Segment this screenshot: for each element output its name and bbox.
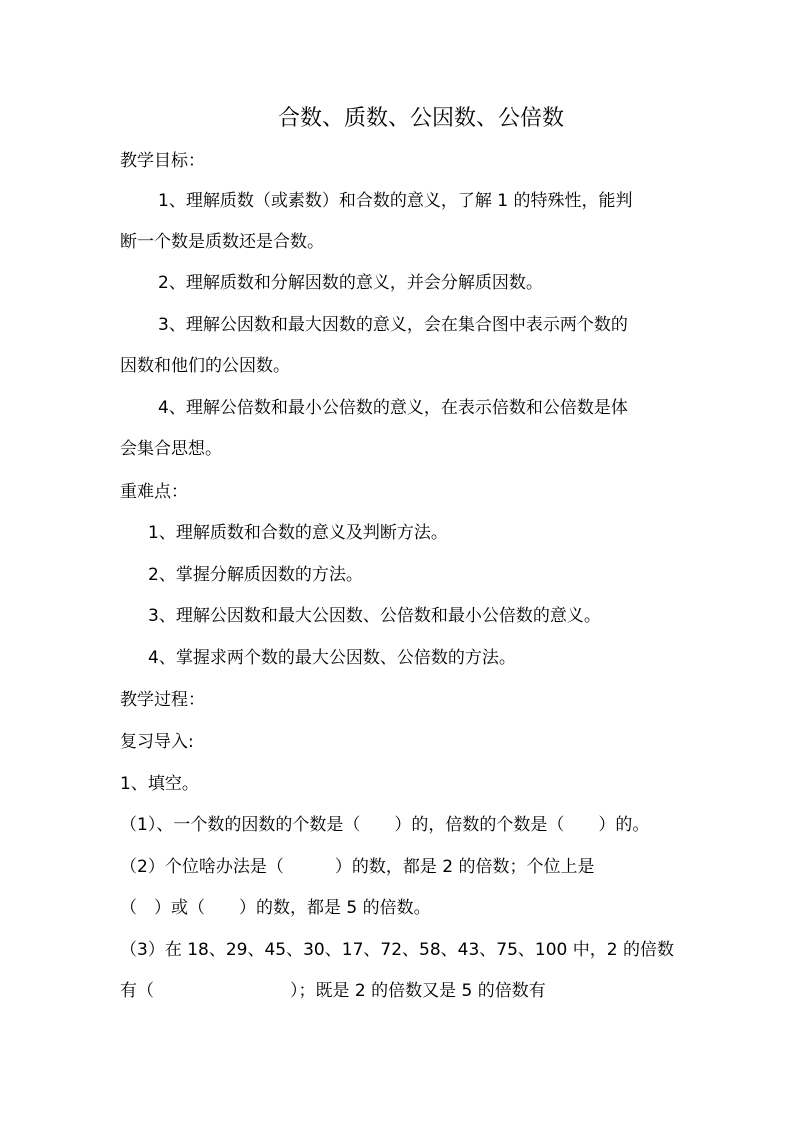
fill-blank-heading: 1、填空。 <box>120 774 199 794</box>
key-point-2: 2、掌握分解质因数的方法。 <box>148 565 363 585</box>
objective-2: 2、理解质数和分解因数的意义，并会分解质因数。 <box>158 273 543 293</box>
question-2-line-1: （2）个位啥办法是（ ）的数，都是 2 的倍数；个位上是 <box>120 857 595 877</box>
objective-1-line-2: 断一个数是质数还是合数。 <box>120 232 324 252</box>
review-heading: 复习导入: <box>120 732 194 752</box>
key-point-3: 3、理解公因数和最大公因数、公倍数和最小公倍数的意义。 <box>148 606 601 626</box>
question-1: （1）、一个数的因数的个数是（ ）的，倍数的个数是（ ）的。 <box>120 815 650 835</box>
question-3-line-2: 有（ ）；既是 2 的倍数又是 5 的倍数有 <box>120 981 546 1001</box>
objective-3-line-1: 3、理解公因数和最大因数的意义，会在集合图中表示两个数的 <box>158 315 628 335</box>
key-point-1: 1、理解质数和合数的意义及判断方法。 <box>148 523 448 543</box>
objective-3-line-2: 因数和他们的公因数。 <box>120 356 290 376</box>
question-3-line-1: （3）在 18、29、45、30、17、72、58、43、75、100 中，2 的倍数 <box>120 940 674 960</box>
objective-4-line-2: 会集合思想。 <box>120 439 222 459</box>
objective-1-line-1: 1、理解质数（或素数）和合数的意义，了解 1 的特殊性，能判 <box>158 191 633 211</box>
key-point-4: 4、掌握求两个数的最大公因数、公倍数的方法。 <box>148 648 516 668</box>
objectives-heading: 教学目标： <box>120 151 205 171</box>
key-points-heading: 重难点： <box>120 482 188 502</box>
page-title: 合数、质数、公因数、公倍数 <box>277 106 564 131</box>
process-heading: 教学过程： <box>120 690 205 710</box>
objective-4-line-1: 4、理解公倍数和最小公倍数的意义，在表示倍数和公倍数是体 <box>158 398 628 418</box>
question-2-line-2: （ ）或（ ）的数，都是 5 的倍数。 <box>120 898 431 918</box>
